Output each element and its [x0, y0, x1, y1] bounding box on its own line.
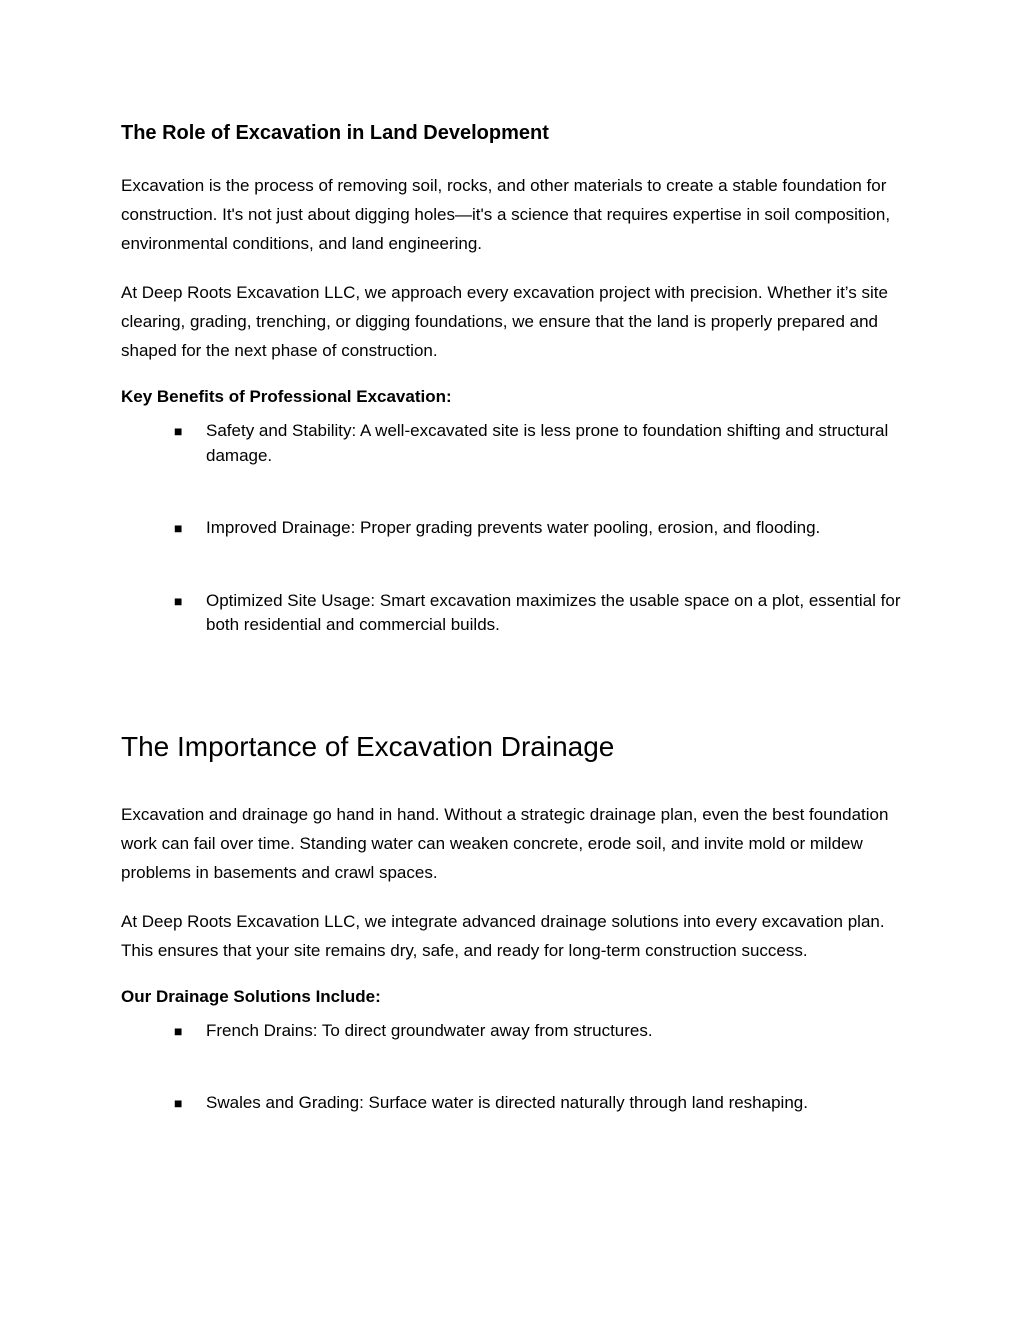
list-item-text: French Drains: To direct groundwater away from structures.: [206, 1020, 653, 1040]
bullet-square-icon: ■: [174, 1095, 183, 1111]
list-item-text: Swales and Grading: Surface water is directed naturally through land reshaping.: [206, 1093, 808, 1112]
section-heading-excavation-role: The Role of Excavation in Land Development: [121, 122, 549, 144]
list-item: [121, 419, 911, 468]
list-item-text: Optimized Site Usage: Smart excavation maximizes the usable space on a plot, essential for both residential and commercial builds.: [206, 590, 901, 634]
section-heading-drainage: The Importance of Excavation Drainage: [121, 730, 615, 762]
drainage-solutions-list: [121, 1019, 911, 1116]
list-item: [121, 1019, 911, 1044]
list-item-text: Improved Drainage: Proper grading prevents water pooling, erosion, and flooding.: [206, 518, 821, 537]
paragraph: Excavation and drainage go hand in hand. Without a strategic drainage plan, even the best foundation work can fail over time. Standing water can weaken concrete, erode soil, and invite mold or mildew problems in basements and crawl spaces.: [121, 804, 889, 882]
list-title-key-benefits: Key Benefits of Professional Excavation:: [121, 387, 452, 406]
list-item: [121, 589, 911, 638]
spacer: [121, 686, 911, 727]
paragraph: Excavation is the process of removing soil, rocks, and other materials to create a stable foundation for construction. It's not just about digging holes—it's a science that requires expertise in soil composition, environmental conditions, and land engineering.: [121, 176, 891, 253]
bullet-square-icon: ■: [174, 520, 183, 536]
document-content: [121, 118, 911, 1164]
bullet-square-icon: ■: [174, 1022, 183, 1039]
paragraph: At Deep Roots Excavation LLC, we approach every excavation project with precision. Whether it’s site clearing, grading, trenching, or digging foundations, we ensure that the land is properly prepared and shaped for the next phase of construction.: [121, 283, 888, 360]
list-item: [121, 1091, 911, 1116]
bullet-square-icon: ■: [174, 423, 183, 439]
paragraph: At Deep Roots Excavation LLC, we integrate advanced drainage solutions into every excavation plan. This ensures that your site remains dry, safe, and ready for long-term construction success.: [121, 911, 885, 960]
bullet-square-icon: ■: [174, 592, 183, 609]
list-item-text: Safety and Stability: A well-excavated site is less prone to foundation shifting and structural damage.: [206, 421, 889, 465]
list-title-drainage-solutions: Our Drainage Solutions Include:: [121, 986, 381, 1006]
benefits-list: [121, 419, 911, 638]
list-item: [121, 516, 911, 541]
